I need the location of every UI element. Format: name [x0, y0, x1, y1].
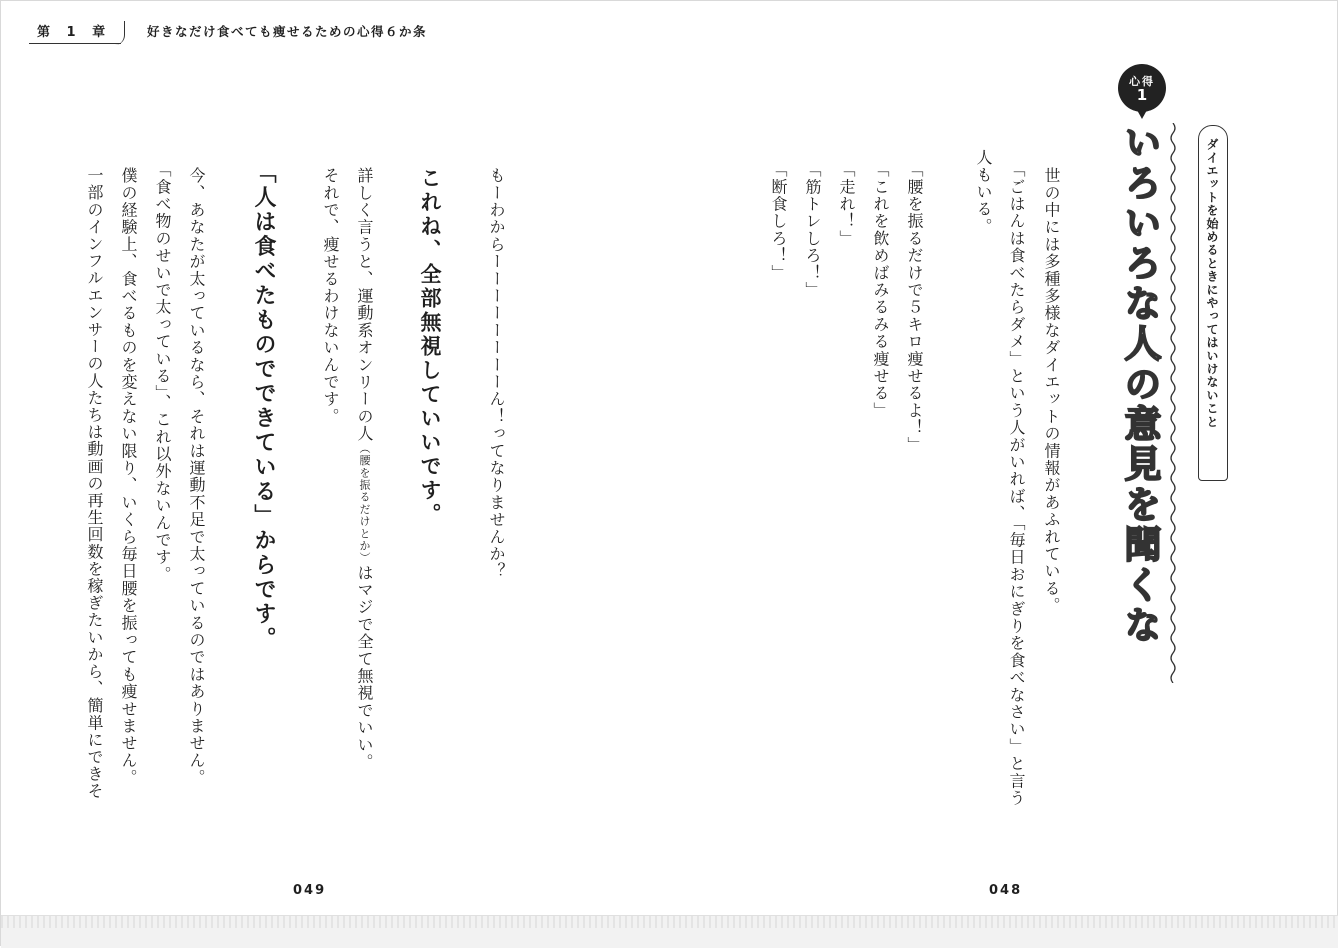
- body-text: はマジで全て無視でいい。: [355, 564, 374, 771]
- quote-line: 「走れ！」: [837, 161, 856, 247]
- lesson-heading-text: いろいろな人の意見を聞くな: [1118, 123, 1161, 646]
- quote-line: 「筋トレしろ！」: [803, 161, 822, 299]
- wavy-line-decoration: [1168, 123, 1178, 683]
- lesson-heading: [1118, 123, 1169, 685]
- body-line: もーわからーーーーーーーーん！ってなりませんか？: [487, 167, 506, 580]
- body-line: 人もいる。: [974, 149, 993, 235]
- body-text: 詳しく言うと、運動系オンリーの人: [355, 167, 374, 443]
- chapter-title: 好きなだけ食べても痩せるための心得６か条: [147, 24, 428, 39]
- page-number-left: 049: [293, 883, 327, 898]
- parenthetical-note: （腰を振るだけとか）: [358, 442, 371, 565]
- lesson-badge-label: 心得: [1129, 75, 1155, 88]
- emphasis-line: これね、全部無視していいです。: [418, 167, 442, 527]
- page-number-right: 048: [989, 883, 1023, 898]
- body-line: 今、あなたが太っているなら、それは運動不足で太っているのではありません。: [187, 167, 206, 787]
- lesson-subtitle: ダイエットを始めるときにやってはいけないこと: [1205, 138, 1219, 429]
- lesson-subtitle-box: [1198, 125, 1228, 481]
- quote-line: 「断食しろ！」: [769, 161, 788, 282]
- emphasis-line: 「人は食べたものでできている」からです。: [251, 161, 276, 651]
- body-line: 「食べ物のせいで太っている」、これ以外ないんです。: [153, 161, 172, 583]
- page-edge: [1, 915, 1338, 948]
- lesson-badge: [1118, 64, 1166, 112]
- body-line: 「ごはんは食べたらダメ」という人がいれば、「毎日おにぎりを食べなさい」と言う: [1007, 161, 1026, 807]
- body-line: 僕の経験上、食べるものを変えない限り、いくら毎日腰を振っても痩せません。: [119, 167, 138, 787]
- lesson-badge-number: 1: [1136, 86, 1148, 104]
- quote-line: 「腰を振るだけで５キロ痩せるよ！」: [905, 161, 924, 454]
- body-line: [356, 167, 372, 771]
- body-line: 世の中には多種多様なダイエットの情報があふれている。: [1042, 167, 1061, 615]
- chapter-label: 第 1 章: [37, 25, 112, 40]
- quote-line: 「これを飲めばみるみる痩せる」: [871, 161, 890, 419]
- body-line: それで、痩せるわけないんです。: [321, 167, 340, 425]
- body-line: 一部のインフルエンサーの人たちは動画の再生回数を稼ぎたいから、簡単にできそ: [85, 167, 104, 800]
- page-edge-texture: [1, 916, 1338, 928]
